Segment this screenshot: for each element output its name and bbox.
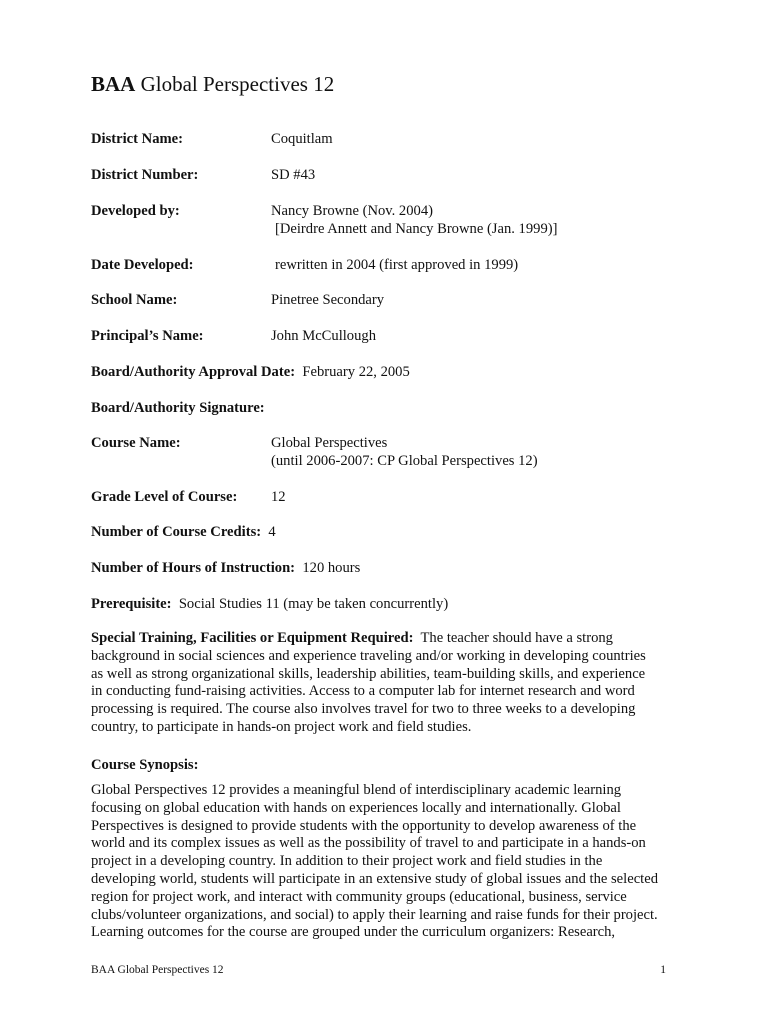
district-name-label: District Name: [91, 131, 183, 147]
synopsis-line: Global Perspectives 12 provides a meaningful blend of interdisciplinary academic learning [91, 782, 622, 798]
special-training-line: country, to participate in hands-on project work and field studies. [91, 718, 472, 735]
school-name-value: Pinetree Secondary [271, 292, 385, 308]
district-number-value: SD #43 [271, 167, 316, 183]
course-name-label: Course Name: [91, 435, 181, 451]
developed-by-value-secondary: [Deirdre Annett and Nancy Browne (Jan. 1999)] [275, 221, 558, 237]
course-name-value-secondary: (until 2006-2007: CP Global Perspectives 12) [271, 453, 538, 469]
title-bold: BAA [91, 72, 136, 96]
course-synopsis-paragraph [91, 782, 691, 942]
developed-by-label: Developed by: [91, 203, 180, 219]
approval-date-label: Board/Authority Approval Date: [91, 364, 296, 380]
special-training-paragraph [91, 630, 691, 737]
approval-date-row [91, 363, 410, 381]
date-developed-label: Date Developed: [91, 257, 194, 273]
signature-label: Board/Authority Signature: [91, 400, 265, 416]
course-synopsis-heading: Course Synopsis: [91, 757, 199, 773]
title-rest: Global Perspectives 12 [135, 72, 335, 96]
document-title [91, 70, 334, 98]
footer-document-title: BAA Global Perspectives 12 [91, 964, 224, 976]
principal-name-label: Principal’s Name: [91, 328, 204, 344]
hours-row [91, 559, 360, 577]
synopsis-line: project in a developing country. In addition to their project work and field studies in the [91, 853, 603, 870]
course-credits-label: Number of Course Credits: [91, 524, 262, 540]
hours-value: 120 hours [302, 560, 361, 576]
synopsis-line: clubs/volunteer organizations, and social) to apply their learning and raise funds for their project. [91, 906, 658, 923]
synopsis-line: focusing on global education with hands on experiences locally and internationally. Global [91, 799, 621, 816]
grade-level-label: Grade Level of Course: [91, 489, 238, 505]
synopsis-line: Learning outcomes for the course are grouped under the curriculum organizers: Research, [91, 924, 616, 941]
grade-level-value: 12 [271, 489, 286, 505]
synopsis-line: region for project work, and interact with community groups (educational, business, service [91, 888, 627, 905]
prerequisite-label: Prerequisite: [91, 596, 172, 612]
footer-page-number: 1 [660, 964, 666, 976]
special-training-line: background in social sciences and experience traveling and/or working in developing countries [91, 647, 646, 664]
special-training-line [91, 630, 691, 648]
course-credits-row [91, 523, 276, 541]
principal-name-value: John McCullough [271, 328, 376, 344]
special-training-text: The teacher should have a strong [420, 630, 613, 646]
district-number-label: District Number: [91, 167, 199, 183]
hours-label: Number of Hours of Instruction: [91, 560, 296, 576]
course-name-value: Global Perspectives [271, 435, 388, 451]
approval-date-value: February 22, 2005 [302, 364, 410, 380]
date-developed-value: rewritten in 2004 (first approved in 1999) [275, 257, 519, 273]
prerequisite-row [91, 595, 448, 613]
school-name-label: School Name: [91, 292, 178, 308]
special-training-label: Special Training, Facilities or Equipment Required: [91, 630, 414, 646]
synopsis-line: Perspectives is designed to provide students with the opportunity to develop awareness of the [91, 817, 637, 834]
special-training-line: in conducting fund-raising activities. Access to a computer lab for internet research and word [91, 683, 635, 700]
special-training-line: processing is required. The course also involves travel for two to three weeks to a developing [91, 701, 636, 718]
course-credits-value: 4 [268, 524, 276, 540]
district-name-value: Coquitlam [271, 131, 333, 147]
synopsis-line: developing world, students will participate in an extensive study of global issues and the selected [91, 870, 658, 887]
developed-by-value: Nancy Browne (Nov. 2004) [271, 203, 433, 219]
special-training-line: as well as strong organizational skills, leadership abilities, team-building skills, and experience [91, 665, 646, 682]
synopsis-line: world and its complex issues as well as the possibility of travel to and participate in a hands-on [91, 835, 646, 852]
prerequisite-value: Social Studies 11 (may be taken concurrently) [178, 596, 449, 612]
